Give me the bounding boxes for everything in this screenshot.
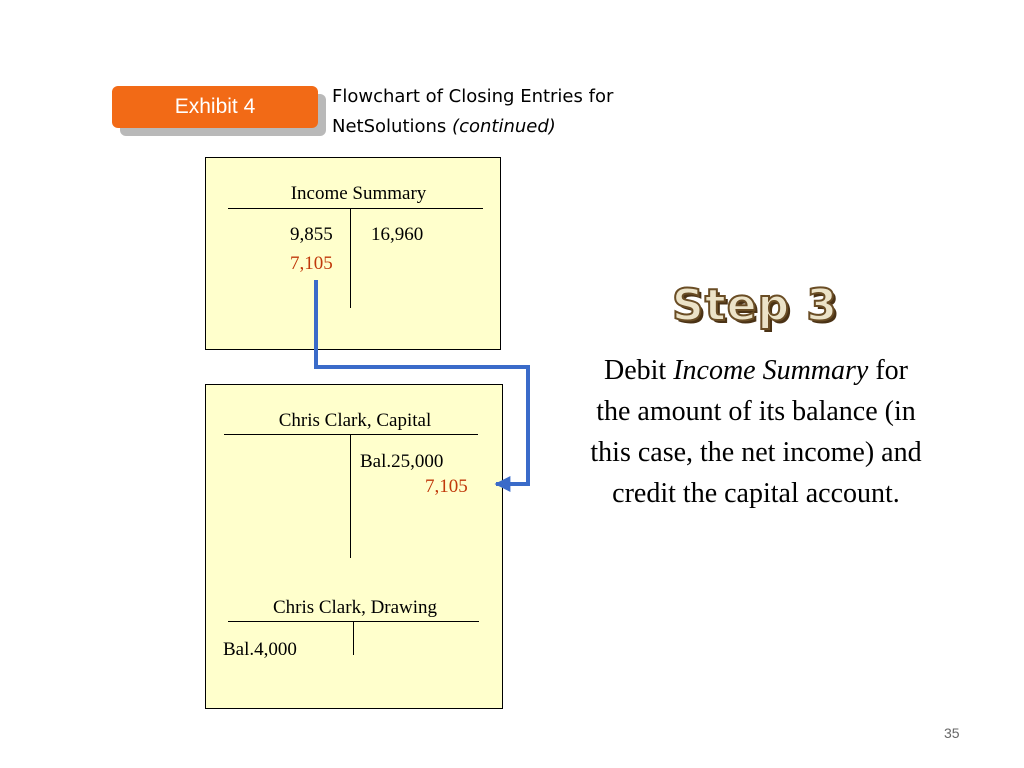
title-line-1: Flowchart of Closing Entries for [332, 86, 614, 107]
income-summary-credit-revenues: 16,960 [371, 224, 424, 245]
income-summary-title: Income Summary [290, 183, 427, 204]
income-summary-debit-expenses: 9,855 [290, 224, 333, 245]
capital-credit-net-income: 7,105 [425, 476, 468, 497]
step-heading: Step 3 [672, 280, 838, 331]
capital-title: Chris Clark, Capital [278, 410, 432, 431]
explain-part-2: for the amount of its balance (in this case, the net income) and credit the capital account. [590, 355, 922, 509]
step-explanation [586, 350, 926, 514]
title-continued: (continued) [452, 116, 556, 137]
explain-part-1: Debit [603, 355, 674, 386]
page-number: 35 [944, 725, 960, 741]
exhibit-label: Exhibit 4 [112, 86, 318, 128]
title-company: NetSolutions [332, 116, 447, 137]
drawing-debit-balance: Bal.4,000 [223, 639, 297, 660]
drawing-title: Chris Clark, Drawing [272, 597, 438, 618]
capital-credit-balance: Bal.25,000 [360, 451, 444, 472]
explain-emphasis: Income Summary [673, 355, 869, 386]
income-summary-debit-closing: 7,105 [290, 253, 333, 274]
